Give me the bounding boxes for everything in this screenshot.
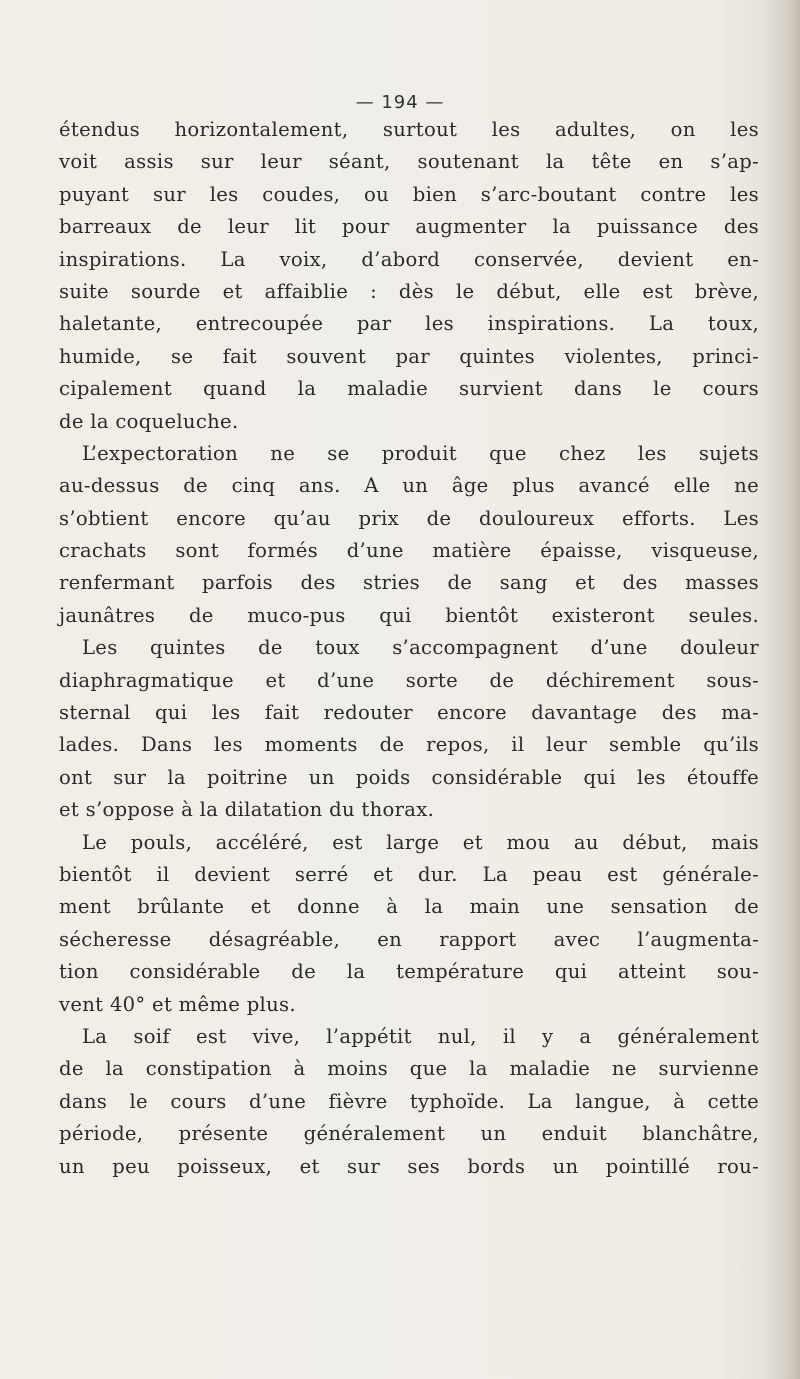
page-edge-shadow	[760, 0, 800, 1379]
text-line: La soif est vive, l’appétit nul, il y a généralement	[82, 1024, 759, 1048]
text-line: dans le cours d’une fièvre typhoïde. La langue, à cette	[59, 1089, 759, 1113]
text-line: suite sourde et affaiblie : dès le début, elle est brève,	[59, 279, 759, 303]
text-line: tion considérable de la température qui atteint sou-	[59, 960, 759, 984]
text-line: renfermant parfois des stries de sang et des masses	[59, 571, 759, 595]
text-line: ont sur la poitrine un poids considérable qui les étouffe	[59, 765, 759, 789]
text-line: lades. Dans les moments de repos, il leur semble qu’ils	[59, 733, 759, 757]
text-line: diaphragmatique et d’une sorte de déchirement sous-	[59, 668, 759, 692]
text-line: puyant sur les coudes, ou bien s’arc-boutant contre les	[59, 182, 759, 206]
text-line: inspirations. La voix, d’abord conservée, devient en-	[59, 247, 759, 271]
text-line: et s’oppose à la dilatation du thorax.	[59, 798, 435, 822]
text-line: bientôt il devient serré et dur. La peau est générale-	[59, 862, 759, 886]
text-line: vent 40° et même plus.	[59, 992, 296, 1016]
text-line: jaunâtres de muco-pus qui bientôt existeront seules.	[59, 603, 759, 627]
text-line: sécheresse désagréable, en rapport avec l’augmenta-	[59, 927, 759, 951]
text-line: s’obtient encore qu’au prix de douloureux efforts. Les	[59, 506, 759, 530]
page-number: — 194 —	[355, 92, 445, 113]
body-text	[59, 114, 759, 1183]
text-line: ment brûlante et donne à la main une sensation de	[59, 895, 759, 919]
text-line: cipalement quand la maladie survient dans le cours	[59, 377, 759, 401]
text-line: étendus horizontalement, surtout les adultes, on les	[59, 118, 759, 141]
text-line: au-dessus de cinq ans. A un âge plus avancé elle ne	[59, 474, 759, 498]
text-line: humide, se fait souvent par quintes violentes, princi-	[59, 344, 759, 368]
text-line: sternal qui les fait redouter encore davantage des ma-	[59, 701, 759, 725]
text-line: Le pouls, accéléré, est large et mou au début, mais	[82, 830, 759, 854]
text-line: voit assis sur leur séant, soutenant la tête en s’ap-	[59, 150, 759, 174]
text-line: de la constipation à moins que la maladie ne survienne	[59, 1057, 759, 1081]
text-line: barreaux de leur lit pour augmenter la puissance des	[59, 215, 759, 239]
text-line: période, présente généralement un enduit blanchâtre,	[59, 1122, 759, 1146]
text-line: L’expectoration ne se produit que chez les sujets	[82, 441, 759, 465]
text-line: un peu poisseux, et sur ses bords un pointillé rou-	[59, 1154, 759, 1178]
text-line: Les quintes de toux s’accompagnent d’une douleur	[82, 636, 759, 660]
text-line: crachats sont formés d’une matière épaisse, visqueuse,	[59, 539, 759, 563]
text-line: de la coqueluche.	[59, 409, 239, 433]
text-line: haletante, entrecoupée par les inspirations. La toux,	[59, 312, 759, 336]
